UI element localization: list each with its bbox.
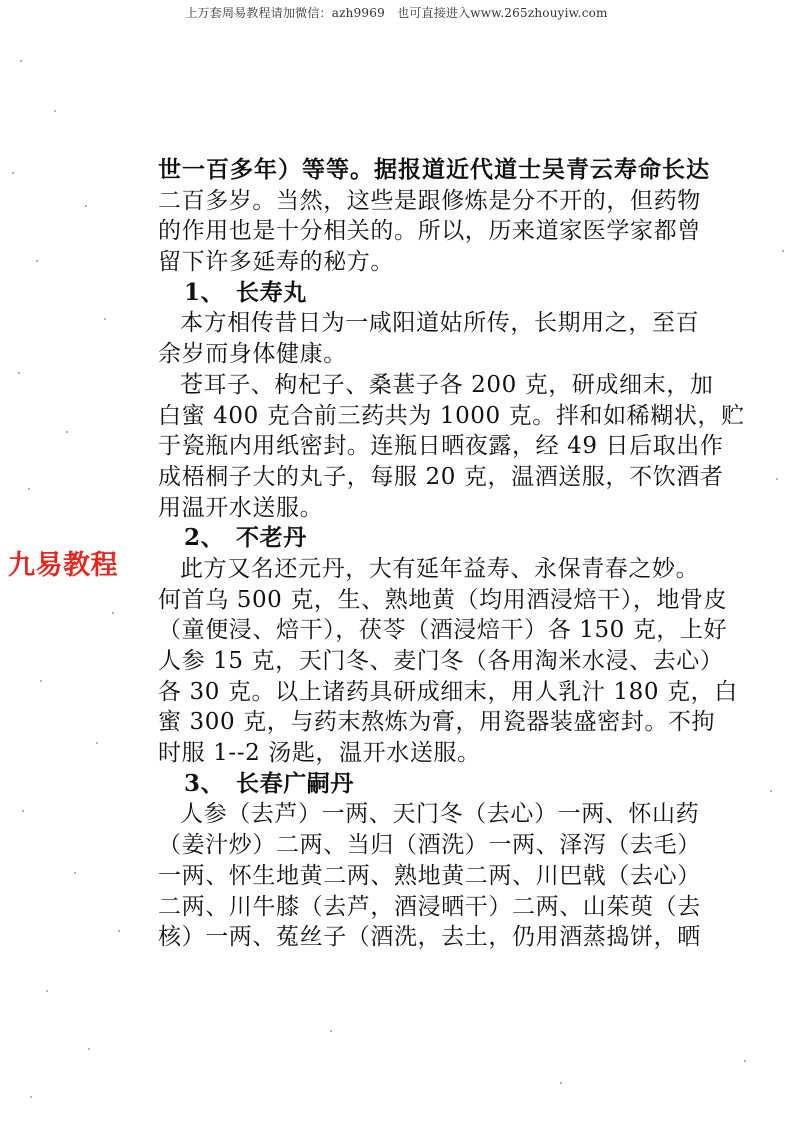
scan-speck — [20, 60, 22, 62]
document-body — [158, 155, 758, 953]
section-heading-3 — [158, 769, 758, 800]
scan-speck — [40, 680, 42, 682]
paragraph-line: 人参（去芦）一两、天门冬（去心）一两、怀山药 — [180, 801, 700, 828]
scan-speck — [88, 1048, 90, 1050]
paragraph-line: 各 30 克。以上诸药具研成细末，用人乳汁 180 克，白 — [158, 678, 738, 705]
intro-line: 二百多岁。当然，这些是跟修炼是分不开的，但药物 — [158, 187, 701, 214]
paragraph-line: 一两、怀生地黄二两、熟地黄二两、川巴戟（去心） — [158, 862, 701, 889]
paragraph-line: 成梧桐子大的丸子，每服 20 克，温酒送服，不饮酒者 — [158, 463, 724, 490]
watermark-logo: 九易教程 — [8, 550, 118, 581]
paragraph-line: 用温开水送服。 — [158, 494, 324, 521]
section-title: 长春广嗣丹 — [236, 769, 354, 797]
section-heading-1 — [158, 278, 758, 309]
section-number: 1、 — [184, 278, 225, 306]
scan-speck — [330, 1030, 332, 1032]
paragraph-line: 白蜜 400 克合前三药共为 1000 克。拌和如稀糊状，贮 — [158, 402, 745, 429]
scan-speck — [12, 172, 14, 174]
scan-speck — [112, 612, 114, 614]
intro-line: 留下许多延寿的秘方。 — [158, 249, 394, 276]
page-header-banner: 上万套周易教程请加微信：azh9969 也可直接进入www.265zhouyiw.com — [185, 6, 608, 20]
scan-speck — [118, 930, 120, 932]
scan-speck — [560, 1082, 562, 1084]
paragraph-line: （姜汁炒）二两、当归（酒洗）一两、泽泻（去毛） — [158, 832, 701, 859]
scan-speck — [30, 1096, 32, 1098]
paragraph-line: 人参 15 克，天门冬、麦门冬（各用淘米水浸、去心） — [158, 648, 724, 674]
scan-speck — [66, 431, 68, 433]
scan-speck — [28, 488, 30, 490]
paragraph-line: 此方又名还元丹，大有延年益寿、永保青春之妙。 — [180, 555, 700, 582]
scan-speck — [744, 1060, 746, 1062]
scan-speck — [46, 990, 48, 992]
scan-speck — [22, 810, 24, 812]
section-title: 长寿丸 — [236, 278, 307, 306]
section-heading-2 — [158, 523, 758, 554]
intro-line: 世一百多年）等等。据报道近代道士吴青云寿命长达 — [158, 156, 710, 183]
paragraph-line: 蜜 300 克，与药末熬炼为膏，用瓷器装盛密封。不拘 — [158, 709, 716, 736]
scan-speck — [36, 260, 38, 262]
paragraph-line: 苍耳子、枸杞子、桑葚子各 200 克，研成细末，加 — [180, 371, 714, 398]
scan-speck — [96, 742, 98, 744]
scan-speck — [54, 110, 56, 112]
intro-line: 的作用也是十分相关的。所以，历来道家医学家都曾 — [158, 218, 701, 245]
scan-speck — [85, 205, 87, 207]
paragraph-line: 何首乌 500 克，生、熟地黄（均用酒浸焙干），地骨皮 — [158, 586, 728, 613]
scan-speck — [18, 372, 20, 374]
paragraph-line: 二两、川牛膝（去芦，酒浸晒干）二两、山茱萸（去 — [158, 893, 701, 920]
scan-speck — [74, 872, 76, 874]
scan-speck — [104, 318, 106, 320]
paragraph-line: 核）一两、菟丝子（酒洗，去土，仍用酒蒸捣饼，晒 — [158, 924, 701, 951]
paragraph-line: 余岁而身体健康。 — [158, 341, 347, 368]
paragraph-line: 时服 1--2 汤匙，温开水送服。 — [158, 740, 481, 767]
section-number: 2、 — [184, 524, 225, 552]
section-number: 3、 — [184, 769, 225, 797]
scan-speck — [782, 250, 784, 252]
scan-speck — [770, 790, 772, 792]
paragraph-line: 本方相传昔日为一咸阳道姑所传，长期用之，至百 — [180, 310, 700, 337]
paragraph-line: （童便浸、焙干），茯苓（酒浸焙干）各 150 克，上好 — [158, 617, 728, 644]
paragraph-line: 于瓷瓶内用纸密封。连瓶日晒夜露，经 49 日后取出作 — [158, 433, 724, 460]
scan-speck — [776, 478, 778, 480]
section-title: 不老丹 — [236, 524, 307, 552]
